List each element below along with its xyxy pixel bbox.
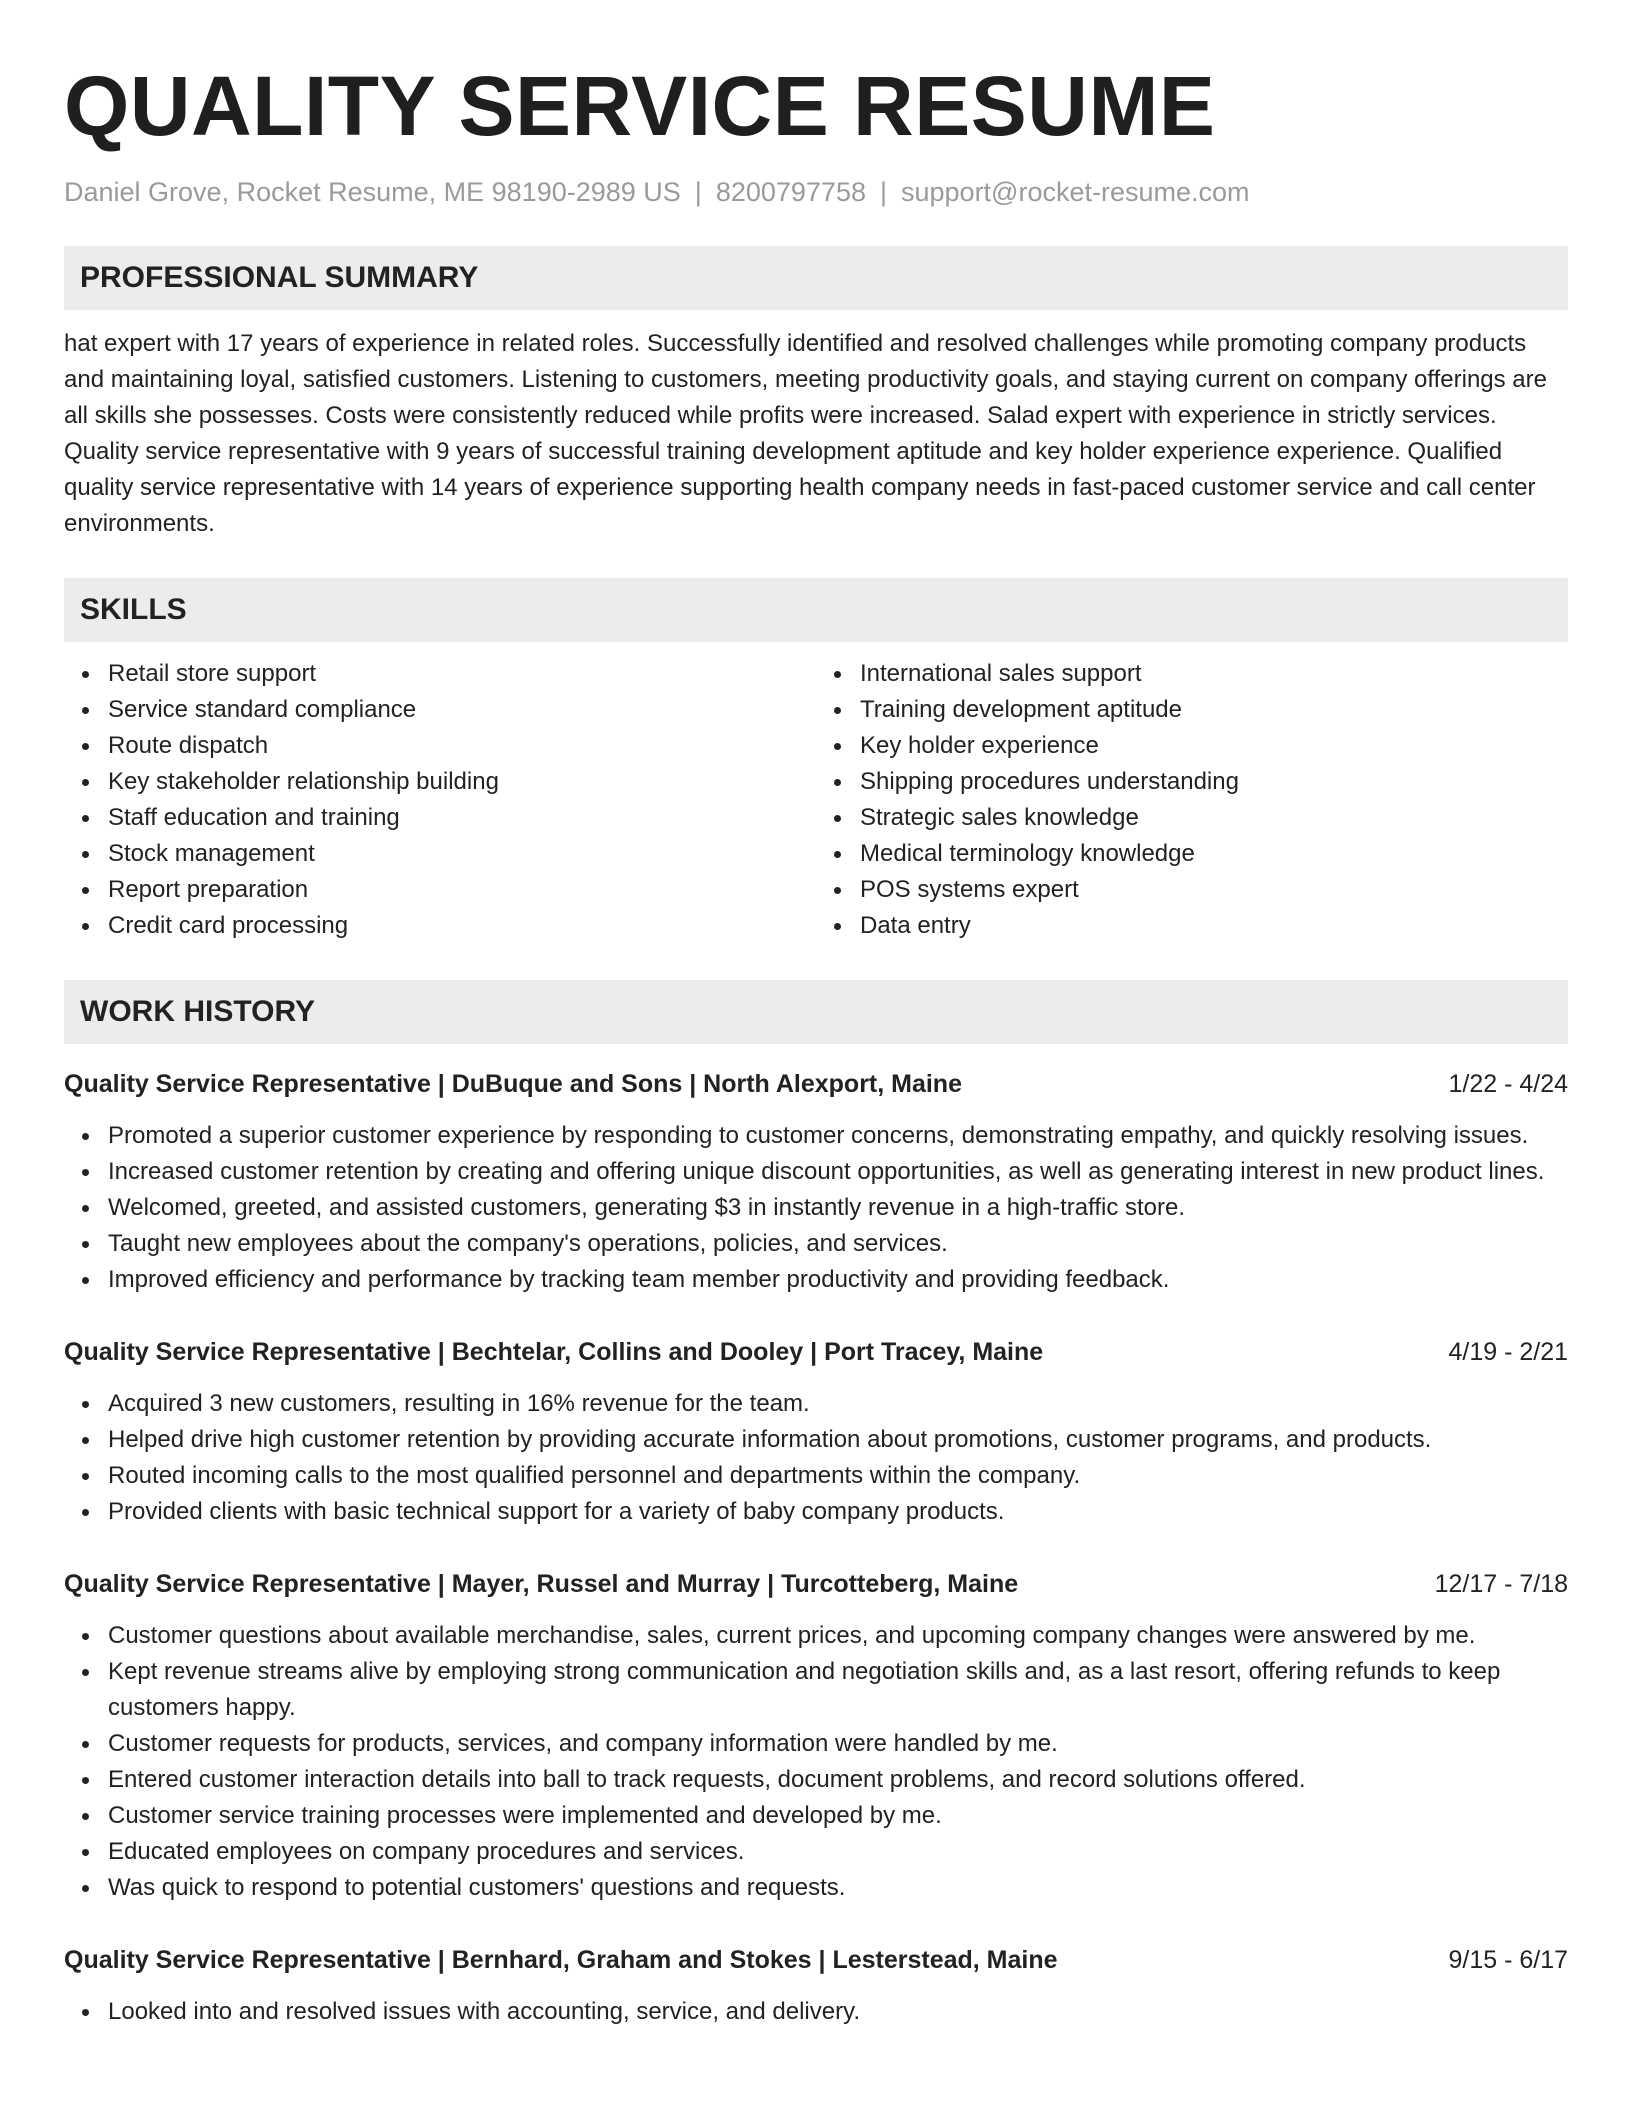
job-bullet: Entered customer interaction details into ball to track requests, document problems, and record solutions offered. [108, 1762, 1568, 1798]
work-history-heading: WORK HISTORY [80, 995, 316, 1028]
skill-item: International sales support [860, 656, 1568, 692]
job-header [64, 1942, 1568, 1978]
skill-item: Key holder experience [860, 728, 1568, 764]
skills-column-right [816, 656, 1568, 944]
job-bullets [64, 1994, 1568, 2030]
skills-heading: SKILLS [80, 593, 187, 626]
job-bullet: Taught new employees about the company's operations, policies, and services. [108, 1226, 1568, 1262]
job-entry [64, 1066, 1568, 1298]
skill-item: Report preparation [108, 872, 816, 908]
job-header [64, 1566, 1568, 1602]
job-bullet: Improved efficiency and performance by tracking team member productivity and providing feedback. [108, 1262, 1568, 1298]
job-bullet: Educated employees on company procedures and services. [108, 1834, 1568, 1870]
skill-item: Stock management [108, 836, 816, 872]
skill-item: Service standard compliance [108, 692, 816, 728]
job-bullets [64, 1386, 1568, 1530]
skill-item: POS systems expert [860, 872, 1568, 908]
contact-separator: | [879, 177, 887, 207]
job-bullet: Customer questions about available merchandise, sales, current prices, and upcoming company changes were answered by me. [108, 1618, 1568, 1654]
skill-item: Medical terminology knowledge [860, 836, 1568, 872]
skills-column-left [64, 656, 816, 944]
resume-title: QUALITY SERVICE RESUME [64, 59, 1216, 153]
job-entry [64, 1334, 1568, 1530]
contact-address: Daniel Grove, Rocket Resume, ME 98190-2989 US [64, 177, 681, 207]
skill-item: Credit card processing [108, 908, 816, 944]
job-dates: 4/19 - 2/21 [1448, 1338, 1568, 1366]
job-dates: 9/15 - 6/17 [1448, 1946, 1568, 1974]
job-bullet: Increased customer retention by creating and offering unique discount opportunities, as well as generating interest in new product lines. [108, 1154, 1568, 1190]
job-header [64, 1334, 1568, 1370]
skill-item: Retail store support [108, 656, 816, 692]
job-bullets [64, 1118, 1568, 1298]
summary-text: hat expert with 17 years of experience in related roles. Successfully identified and resolved challenges while promoting company products and maintaining loyal, satisfied customers. Listening to customers, meeting productivity goals, and staying current on company offerings are all skills she possesses. Costs were consistently reduced while profits were increased. Salad expert with experience in strictly services. Quality service representative with 9 years of successful training development aptitude and key holder experience experience. Qualified quality service representative with 14 years of experience supporting health company needs in fast-paced customer service and call center environments. [64, 330, 1547, 537]
job-title: Quality Service Representative | Bernhard, Graham and Stokes | Lesterstead, Maine [64, 1946, 1058, 1974]
job-bullet: Acquired 3 new customers, resulting in 16% revenue for the team. [108, 1386, 1568, 1422]
job-entry [64, 1942, 1568, 2030]
contact-phone: 8200797758 [715, 177, 866, 207]
job-bullet: Looked into and resolved issues with accounting, service, and delivery. [108, 1994, 1568, 2030]
contact-line [64, 174, 1568, 210]
skill-item: Data entry [860, 908, 1568, 944]
skill-item: Key stakeholder relationship building [108, 764, 816, 800]
contact-separator: | [694, 177, 702, 207]
contact-email: support@rocket-resume.com [901, 177, 1250, 207]
job-entry [64, 1566, 1568, 1906]
job-header [64, 1066, 1568, 1102]
job-title: Quality Service Representative | DuBuque and Sons | North Alexport, Maine [64, 1070, 962, 1098]
summary-heading: PROFESSIONAL SUMMARY [80, 261, 479, 294]
job-bullet: Was quick to respond to potential customers' questions and requests. [108, 1870, 1568, 1906]
skill-item: Strategic sales knowledge [860, 800, 1568, 836]
job-bullet: Customer service training processes were implemented and developed by me. [108, 1798, 1568, 1834]
skill-item: Route dispatch [108, 728, 816, 764]
job-title: Quality Service Representative | Mayer, Russel and Murray | Turcotteberg, Maine [64, 1570, 1019, 1598]
job-dates: 12/17 - 7/18 [1434, 1570, 1568, 1598]
skill-item: Training development aptitude [860, 692, 1568, 728]
skills-section-header [64, 578, 1568, 642]
job-title: Quality Service Representative | Bechtelar, Collins and Dooley | Port Tracey, Maine [64, 1338, 1044, 1366]
job-bullet: Promoted a superior customer experience by responding to customer concerns, demonstrating empathy, and quickly resolving issues. [108, 1118, 1568, 1154]
summary-section-header [64, 246, 1568, 310]
job-bullet: Welcomed, greeted, and assisted customers, generating $3 in instantly revenue in a high-traffic store. [108, 1190, 1568, 1226]
job-bullets [64, 1618, 1568, 1906]
work-history-section-header [64, 980, 1568, 1044]
skill-item: Staff education and training [108, 800, 816, 836]
job-bullet: Provided clients with basic technical support for a variety of baby company products. [108, 1494, 1568, 1530]
job-bullet: Helped drive high customer retention by providing accurate information about promotions, customer programs, and products. [108, 1422, 1568, 1458]
job-bullet: Routed incoming calls to the most qualified personnel and departments within the company. [108, 1458, 1568, 1494]
job-bullet: Customer requests for products, services, and company information were handled by me. [108, 1726, 1568, 1762]
skill-item: Shipping procedures understanding [860, 764, 1568, 800]
job-bullet: Kept revenue streams alive by employing strong communication and negotiation skills and, as a last resort, offering refunds to keep customers happy. [108, 1654, 1568, 1726]
job-dates: 1/22 - 4/24 [1448, 1070, 1568, 1098]
skills-list [64, 656, 1568, 944]
